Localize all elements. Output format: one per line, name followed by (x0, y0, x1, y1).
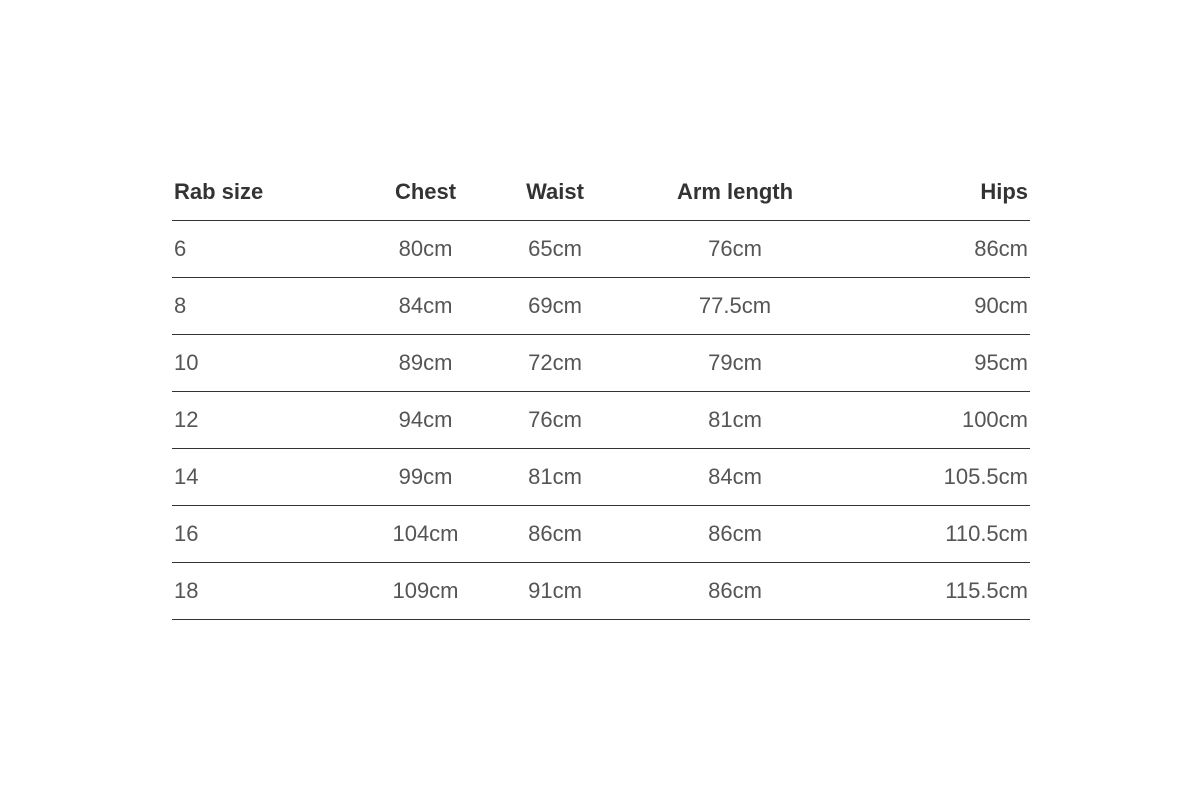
cell-hips: 95cm (840, 335, 1030, 392)
size-chart-table (172, 163, 1030, 620)
cell-chest: 84cm (371, 278, 480, 335)
cell-hips: 86cm (840, 221, 1030, 278)
cell-rab-size: 8 (172, 278, 371, 335)
cell-arm-length: 76cm (630, 221, 840, 278)
table-row (172, 563, 1030, 620)
cell-rab-size: 10 (172, 335, 371, 392)
cell-rab-size: 14 (172, 449, 371, 506)
table-row (172, 278, 1030, 335)
cell-waist: 91cm (480, 563, 630, 620)
table-header (172, 163, 1030, 221)
cell-chest: 80cm (371, 221, 480, 278)
cell-waist: 65cm (480, 221, 630, 278)
cell-chest: 99cm (371, 449, 480, 506)
header-arm-length: Arm length (630, 163, 840, 221)
cell-chest: 89cm (371, 335, 480, 392)
cell-hips: 100cm (840, 392, 1030, 449)
cell-rab-size: 6 (172, 221, 371, 278)
header-waist: Waist (480, 163, 630, 221)
table-row (172, 221, 1030, 278)
cell-waist: 81cm (480, 449, 630, 506)
header-rab-size: Rab size (172, 163, 371, 221)
cell-waist: 72cm (480, 335, 630, 392)
table-row (172, 506, 1030, 563)
cell-chest: 109cm (371, 563, 480, 620)
cell-chest: 104cm (371, 506, 480, 563)
cell-hips: 105.5cm (840, 449, 1030, 506)
cell-waist: 86cm (480, 506, 630, 563)
cell-waist: 69cm (480, 278, 630, 335)
table-row (172, 335, 1030, 392)
cell-rab-size: 16 (172, 506, 371, 563)
cell-hips: 90cm (840, 278, 1030, 335)
table-row (172, 392, 1030, 449)
cell-arm-length: 79cm (630, 335, 840, 392)
cell-rab-size: 18 (172, 563, 371, 620)
table-body (172, 221, 1030, 620)
header-chest: Chest (371, 163, 480, 221)
cell-arm-length: 86cm (630, 506, 840, 563)
cell-hips: 115.5cm (840, 563, 1030, 620)
header-row (172, 163, 1030, 221)
header-hips: Hips (840, 163, 1030, 221)
cell-arm-length: 81cm (630, 392, 840, 449)
cell-chest: 94cm (371, 392, 480, 449)
cell-arm-length: 77.5cm (630, 278, 840, 335)
cell-waist: 76cm (480, 392, 630, 449)
cell-arm-length: 86cm (630, 563, 840, 620)
cell-arm-length: 84cm (630, 449, 840, 506)
cell-hips: 110.5cm (840, 506, 1030, 563)
cell-rab-size: 12 (172, 392, 371, 449)
table-row (172, 449, 1030, 506)
